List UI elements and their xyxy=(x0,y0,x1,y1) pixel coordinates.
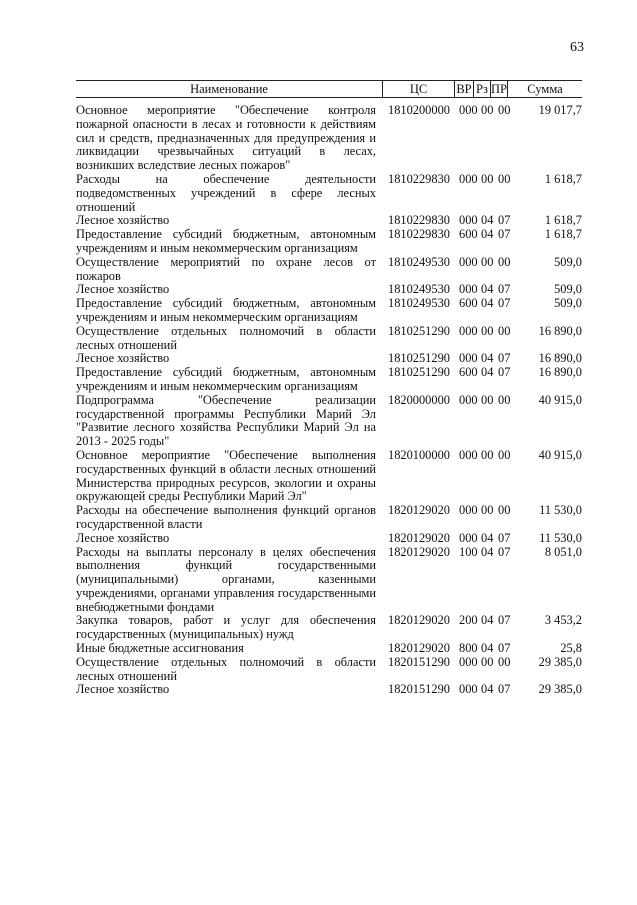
cell-name: Лесное хозяйство xyxy=(76,282,170,297)
cell-pr: 07 xyxy=(498,682,511,697)
table-row xyxy=(76,642,582,656)
cell-cs: 1820129020 xyxy=(388,544,450,559)
cell-cs: 1810251290 xyxy=(388,351,450,366)
cell-cs: 1810200000 xyxy=(388,103,450,117)
cell-vr: 600 xyxy=(459,365,478,380)
cell-sum: 1 618,7 xyxy=(544,227,582,242)
cell-name: Лесное хозяйство xyxy=(76,351,170,366)
cell-pr: 07 xyxy=(498,613,511,628)
cell-cs: 1810249530 xyxy=(388,296,450,311)
cell-vr: 200 xyxy=(459,613,478,628)
cell-cs: 1820151290 xyxy=(388,682,450,697)
cell-name: Осуществление отдельных полномочий в области лесных отношений xyxy=(76,654,376,683)
cell-name: Закупка товаров, работ и услуг для обеспечения государственных (муниципальных) нужд xyxy=(76,613,376,642)
cell-name: Расходы на обеспечение выполнения функций органов государственной власти xyxy=(76,503,376,531)
cell-cs: 1820129020 xyxy=(388,530,450,545)
cell-rz: 04 xyxy=(481,682,494,697)
cell-name: Расходы на обеспечение деятельности подведомственных учреждений в сфере лесных отношений xyxy=(76,171,376,214)
cell-vr: 600 xyxy=(459,227,478,242)
cell-name: Основное мероприятие "Обеспечение выполнения государственных функций в области лесных отношений Министерства природных ресурсов, экологии и охраны окружающей среды Республики Марий Эл" xyxy=(76,447,376,504)
cell-name: Лесное хозяйство xyxy=(76,530,170,545)
cell-rz: 00 xyxy=(481,392,494,407)
cell-rz: 04 xyxy=(481,641,494,656)
cell-sum: 509,0 xyxy=(554,282,582,297)
cell-rz: 00 xyxy=(481,103,494,117)
table-row xyxy=(76,683,582,697)
cell-vr: 000 xyxy=(459,351,478,366)
cell-rz: 00 xyxy=(481,447,494,462)
cell-pr: 00 xyxy=(498,323,511,338)
cell-pr: 07 xyxy=(498,544,511,559)
cell-vr: 000 xyxy=(459,392,478,407)
table-row xyxy=(76,297,582,325)
cell-pr: 07 xyxy=(498,296,511,311)
cell-vr: 600 xyxy=(459,296,478,311)
cell-sum: 40 915,0 xyxy=(538,392,582,407)
cell-cs: 1820129020 xyxy=(388,641,450,656)
table-header xyxy=(76,80,582,98)
header-pr: ПР xyxy=(491,82,507,96)
cell-vr: 000 xyxy=(459,103,478,117)
cell-cs: 1810249530 xyxy=(388,282,450,297)
cell-cs: 1820151290 xyxy=(388,654,450,669)
table-row xyxy=(76,104,582,173)
cell-sum: 3 453,2 xyxy=(544,613,582,628)
table-body xyxy=(76,104,582,697)
table-row xyxy=(76,214,582,228)
table-row xyxy=(76,366,582,394)
cell-pr: 00 xyxy=(498,654,511,669)
table-row xyxy=(76,283,582,297)
cell-name: Осуществление отдельных полномочий в области лесных отношений xyxy=(76,323,376,352)
cell-rz: 04 xyxy=(481,227,494,242)
cell-sum: 40 915,0 xyxy=(538,447,582,462)
cell-sum: 509,0 xyxy=(554,254,582,269)
budget-table xyxy=(76,80,582,697)
cell-sum: 29 385,0 xyxy=(538,654,582,669)
cell-cs: 1820129020 xyxy=(388,503,450,518)
cell-rz: 00 xyxy=(481,654,494,669)
cell-name: Осуществление мероприятий по охране лесов от пожаров xyxy=(76,254,376,283)
table-row xyxy=(76,532,582,546)
cell-name: Подпрограмма "Обеспечение реализации государственной программы Республики Марий Эл "Развитие лесного хозяйства Республики Марий Эл на 2013 - 2025 годы" xyxy=(76,392,376,449)
cell-vr: 000 xyxy=(459,282,478,297)
cell-cs: 1810251290 xyxy=(388,323,450,338)
cell-rz: 00 xyxy=(481,171,494,186)
cell-sum: 25,8 xyxy=(560,641,582,656)
cell-vr: 000 xyxy=(459,530,478,545)
cell-sum: 11 530,0 xyxy=(539,503,582,518)
cell-name: Лесное хозяйство xyxy=(76,213,170,228)
header-rz: Рз xyxy=(474,81,491,97)
cell-sum: 509,0 xyxy=(554,296,582,311)
cell-cs: 1810229830 xyxy=(388,171,450,186)
table-row xyxy=(76,656,582,684)
cell-rz: 00 xyxy=(481,323,494,338)
table-row xyxy=(76,394,582,449)
cell-sum: 1 618,7 xyxy=(544,171,582,186)
cell-vr: 100 xyxy=(459,544,478,559)
cell-sum: 8 051,0 xyxy=(544,544,582,559)
cell-name: Основное мероприятие "Обеспечение контроля пожарной опасности в лесах и готовности к действиям сил и средств, предназначенных для предупреждения и ликвидации чрезвычайных ситуаций в лесах, возникших вследствие лесных пожаров" xyxy=(76,103,376,173)
cell-rz: 04 xyxy=(481,213,494,228)
cell-sum: 29 385,0 xyxy=(538,682,582,697)
header-name: Наименование xyxy=(76,81,383,97)
cell-sum: 19 017,7 xyxy=(538,103,582,117)
cell-vr: 000 xyxy=(459,213,478,228)
cell-pr: 07 xyxy=(498,365,511,380)
cell-cs: 1820000000 xyxy=(388,392,450,407)
cell-vr: 000 xyxy=(459,447,478,462)
cell-sum: 16 890,0 xyxy=(538,365,582,380)
table-row xyxy=(76,325,582,353)
cell-rz: 04 xyxy=(481,282,494,297)
cell-pr: 07 xyxy=(498,282,511,297)
cell-pr: 07 xyxy=(498,351,511,366)
cell-name: Расходы на выплаты персоналу в целях обеспечения выполнения функций государственными (муниципальными) органами, казенными учреждениями, органами управления государственными внебюджетными фондами xyxy=(76,544,376,614)
cell-rz: 04 xyxy=(481,613,494,628)
cell-cs: 1810249530 xyxy=(388,254,450,269)
cell-cs: 1820100000 xyxy=(388,447,450,462)
cell-cs: 1810251290 xyxy=(388,365,450,380)
table-row xyxy=(76,352,582,366)
cell-cs: 1810229830 xyxy=(388,213,450,228)
cell-rz: 04 xyxy=(481,530,494,545)
page-number: 63 xyxy=(570,40,584,55)
header-cs: ЦС xyxy=(383,81,455,97)
header-vr: ВР xyxy=(455,81,474,97)
cell-name: Иные бюджетные ассигнования xyxy=(76,641,244,656)
cell-pr: 07 xyxy=(498,641,511,656)
cell-rz: 04 xyxy=(481,351,494,366)
cell-pr: 00 xyxy=(498,503,511,518)
cell-pr: 07 xyxy=(498,213,511,228)
cell-pr: 07 xyxy=(498,530,511,545)
cell-rz: 00 xyxy=(481,254,494,269)
cell-vr: 000 xyxy=(459,171,478,186)
cell-rz: 04 xyxy=(481,296,494,311)
table-row xyxy=(76,173,582,214)
cell-name: Предоставление субсидий бюджетным, автономным учреждениям и иным некоммерческим организациям xyxy=(76,296,376,324)
cell-vr: 000 xyxy=(459,503,478,518)
cell-name: Предоставление субсидий бюджетным, автономным учреждениям и иным некоммерческим организациям xyxy=(76,365,376,393)
cell-pr: 00 xyxy=(498,254,511,269)
cell-pr: 00 xyxy=(498,392,511,407)
table-row xyxy=(76,449,582,504)
cell-sum: 1 618,7 xyxy=(544,213,582,228)
cell-vr: 800 xyxy=(459,641,478,656)
header-sum: Сумма xyxy=(527,82,563,96)
table-row xyxy=(76,614,582,642)
cell-cs: 1820129020 xyxy=(388,613,450,628)
cell-vr: 000 xyxy=(459,682,478,697)
cell-name: Лесное хозяйство xyxy=(76,682,170,697)
cell-name: Предоставление субсидий бюджетным, автономным учреждениям и иным некоммерческим организациям xyxy=(76,227,376,255)
table-row xyxy=(76,256,582,284)
cell-sum: 16 890,0 xyxy=(538,323,582,338)
cell-rz: 00 xyxy=(481,503,494,518)
table-row xyxy=(76,228,582,256)
cell-vr: 000 xyxy=(459,323,478,338)
cell-pr: 00 xyxy=(498,447,511,462)
cell-pr: 00 xyxy=(498,103,511,117)
cell-cs: 1810229830 xyxy=(388,227,450,242)
cell-rz: 04 xyxy=(481,365,494,380)
cell-vr: 000 xyxy=(459,254,478,269)
table-row xyxy=(76,504,582,532)
cell-pr: 00 xyxy=(498,171,511,186)
cell-sum: 11 530,0 xyxy=(539,530,582,545)
cell-pr: 07 xyxy=(498,227,511,242)
cell-rz: 04 xyxy=(481,544,494,559)
cell-vr: 000 xyxy=(459,654,478,669)
cell-sum: 16 890,0 xyxy=(538,351,582,366)
table-row xyxy=(76,546,582,615)
